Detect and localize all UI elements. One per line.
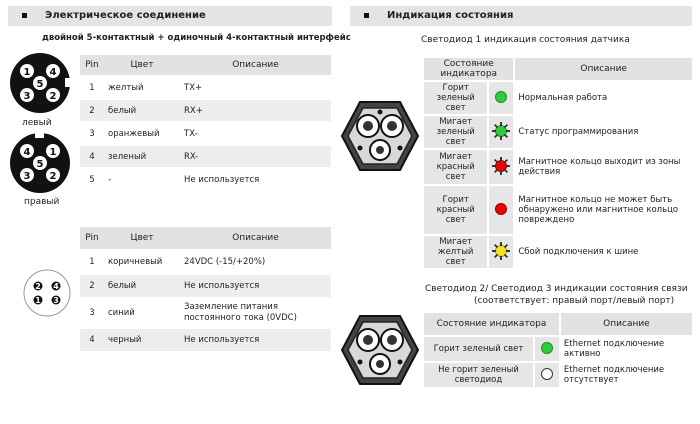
- svg-text:3: 3: [23, 171, 31, 182]
- svg-text:4: 4: [49, 67, 57, 78]
- table-row: [80, 169, 331, 190]
- table-row: [424, 150, 692, 184]
- svg-text:2: 2: [49, 91, 57, 102]
- pin-desc: TX+: [184, 82, 203, 93]
- pin-color: белый: [104, 275, 180, 297]
- led-dot-icon: [541, 368, 553, 380]
- col-color: Цвет: [104, 227, 180, 249]
- pin-desc: RX-: [180, 146, 331, 167]
- led-off-icon: [535, 363, 559, 387]
- svg-text:2: 2: [49, 171, 57, 182]
- table-row: [424, 186, 692, 234]
- led23-status-table: [422, 311, 694, 389]
- col-color: Цвет: [104, 55, 180, 75]
- svg-text:1: 1: [49, 147, 57, 158]
- pin-desc: 24VDC (-15/+20%): [184, 257, 266, 267]
- bullet-icon: [364, 13, 369, 18]
- indicator-desc: Нормальная работа: [515, 82, 692, 114]
- pin-desc: TX-: [184, 128, 198, 139]
- label-right: правый: [24, 197, 60, 207]
- table-row: [424, 337, 692, 361]
- svg-text:5: 5: [36, 159, 44, 170]
- pin-color: желтый: [108, 82, 144, 93]
- led-dot-icon: [495, 125, 507, 137]
- svg-text:1: 1: [35, 296, 41, 305]
- svg-text:4: 4: [53, 282, 59, 291]
- pin-number: 1: [89, 257, 95, 267]
- table-row: [80, 100, 331, 121]
- svg-text:3: 3: [23, 91, 31, 102]
- table-row: [424, 236, 692, 268]
- device-led23-icon: [340, 314, 420, 386]
- indicator-desc: Ethernet подключение отсутствует: [561, 363, 692, 387]
- connector-4pin-icon: [22, 268, 72, 318]
- svg-text:4: 4: [23, 147, 31, 158]
- col-pin: Pin: [80, 55, 104, 75]
- pin-color: -: [108, 174, 112, 185]
- led-dot-icon: [541, 342, 553, 354]
- led-dot-icon: [495, 245, 507, 257]
- section-title: Электрическое соединение: [45, 10, 206, 21]
- pin-number: 3: [89, 308, 95, 318]
- pin-number: 4: [80, 329, 104, 351]
- col-desc: Описание: [561, 313, 692, 335]
- pin-number: 5: [89, 174, 95, 185]
- pin-number: 1: [89, 82, 95, 93]
- pin-color: зеленый: [104, 146, 180, 167]
- indicator-desc: Статус программирования: [515, 116, 692, 148]
- col-state: Состояние индикатора: [424, 313, 559, 335]
- table-row: [424, 82, 692, 114]
- led-green-icon: [489, 82, 513, 114]
- table-row: [80, 299, 331, 327]
- table-row: [80, 123, 331, 144]
- col-desc: Описание: [180, 227, 331, 249]
- pin-number: 2: [80, 100, 104, 121]
- led-green-blink-icon: [489, 116, 513, 148]
- col-state: Состояние индикатора: [424, 58, 513, 80]
- indicator-state: Горит зеленый свет: [424, 82, 487, 114]
- col-pin: Pin: [80, 227, 104, 249]
- pin-number: 2: [80, 275, 104, 297]
- led1-caption: Светодиод 1 индикация состояния датчика: [421, 35, 630, 45]
- table-row: [80, 275, 331, 297]
- table-row: [80, 329, 331, 351]
- table-row: [80, 146, 331, 167]
- indicator-state: Мигает желтый свет: [424, 236, 487, 268]
- connector-5pin-left-icon: [9, 52, 71, 114]
- label-left: левый: [22, 118, 52, 128]
- led-red-icon: [489, 186, 513, 234]
- indicator-desc: Сбой подключения к шине: [515, 236, 692, 268]
- indicator-state: Мигает зеленый свет: [424, 116, 487, 148]
- indicator-desc: Магнитное кольцо выходит из зоны действия: [515, 150, 692, 184]
- table-row: [424, 116, 692, 148]
- pin-desc: Не используется: [180, 275, 331, 297]
- indicator-state: Мигает красный свет: [424, 150, 487, 184]
- table-row: [80, 251, 331, 273]
- col-desc: Описание: [180, 55, 331, 75]
- pin-table-4pin: [80, 225, 331, 353]
- col-desc: Описание: [515, 58, 692, 80]
- indicator-desc: Ethernet подключение активно: [561, 337, 692, 361]
- table-row: [424, 363, 692, 387]
- pin-color: синий: [108, 308, 135, 318]
- pin-number: 3: [89, 128, 95, 139]
- indicator-state: Не горит зеленый светодиод: [424, 363, 533, 387]
- device-led1-icon: [340, 100, 420, 172]
- led-red-blink-icon: [489, 150, 513, 184]
- led-yellow-blink-icon: [489, 236, 513, 268]
- pin-number: 4: [80, 146, 104, 167]
- led23-caption-sub: (соответствует: правый порт/левый порт): [474, 296, 675, 306]
- svg-text:5: 5: [36, 79, 44, 90]
- pin-desc: Не используется: [180, 329, 331, 351]
- led-dot-icon: [495, 91, 507, 103]
- pin-color: белый: [104, 100, 180, 121]
- pin-table-5pin: [80, 53, 331, 192]
- pin-desc: Заземление питания постоянного тока (0VDC): [184, 302, 297, 323]
- connector-subtitle: двойной 5-контактный + одиночный 4-контактный интерфейс: [42, 33, 351, 43]
- led-dot-icon: [495, 203, 507, 215]
- led1-status-table: [422, 56, 694, 270]
- indicator-state: Горит красный свет: [424, 186, 487, 234]
- indicator-state: Горит зеленый свет: [424, 337, 533, 361]
- section-title: Индикация состояния: [387, 10, 514, 21]
- led-green-icon: [535, 337, 559, 361]
- svg-text:2: 2: [35, 282, 41, 291]
- pin-desc: Не используется: [184, 174, 260, 185]
- pin-desc: RX+: [180, 100, 331, 121]
- pin-color: черный: [104, 329, 180, 351]
- table-row: [80, 77, 331, 98]
- section-header-status: [350, 6, 692, 26]
- indicator-desc: Магнитное кольцо не может быть обнаружено или магнитное кольцо повреждено: [515, 186, 692, 234]
- connector-5pin-right-icon: [9, 132, 71, 194]
- led-dot-icon: [495, 160, 507, 172]
- pin-color: оранжевый: [108, 128, 160, 139]
- svg-text:1: 1: [23, 67, 31, 78]
- pin-color: коричневый: [108, 257, 163, 267]
- bullet-icon: [22, 13, 27, 18]
- led23-caption: Светодиод 2/ Светодиод 3 индикации состояния связи: [425, 284, 688, 294]
- section-header-electrical: [8, 6, 332, 26]
- svg-text:3: 3: [53, 296, 59, 305]
